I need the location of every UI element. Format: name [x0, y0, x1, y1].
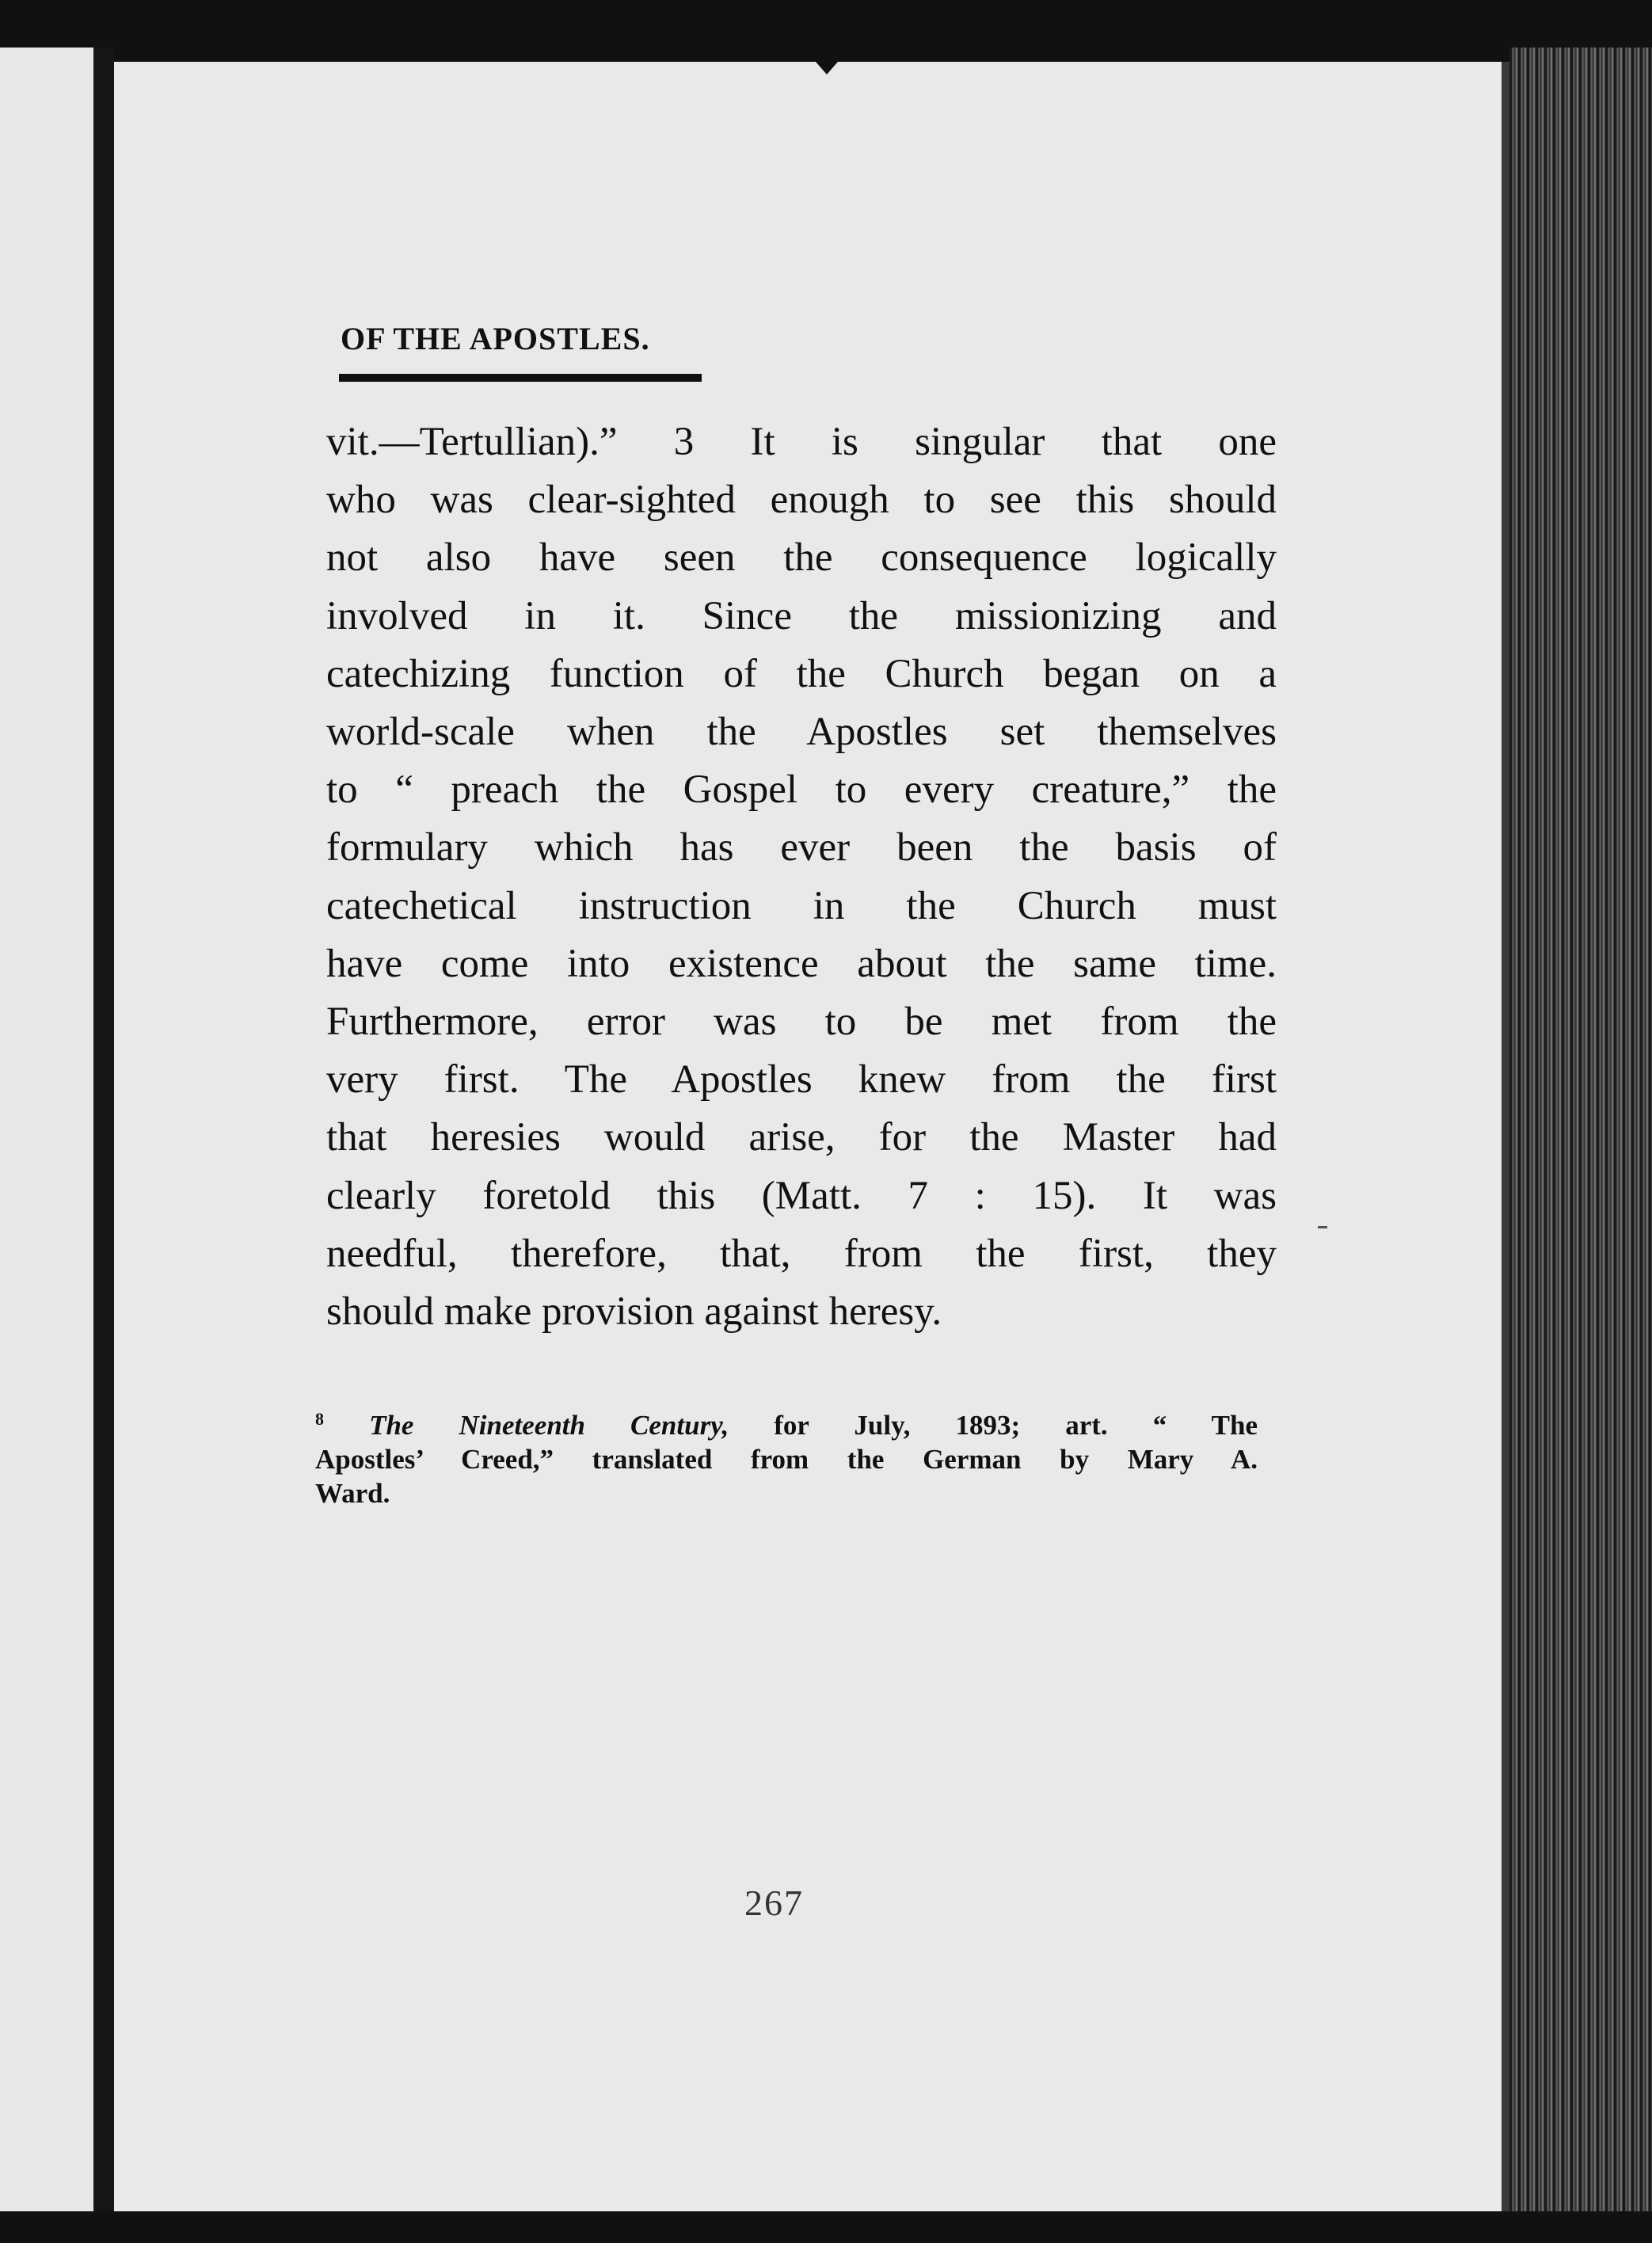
footnote	[315, 1402, 1258, 1510]
footnote-line: Apostles’ Creed,” translated from the German by Mary A.	[315, 1444, 1258, 1475]
text-line: world-scale when the Apostles set themselves	[326, 710, 1277, 755]
body-paragraph	[326, 413, 1277, 1341]
text-line: very first. The Apostles knew from the first	[326, 1057, 1277, 1102]
page-number: 267	[744, 1883, 804, 1923]
text-line: formulary which has ever been the basis of	[326, 825, 1277, 870]
footnote-title: The Nineteenth Century,	[369, 1410, 729, 1441]
text-line: should make provision against heresy.	[326, 1289, 942, 1335]
footnote-line: Ward.	[315, 1478, 390, 1509]
text-line: not also have seen the consequence logically	[326, 535, 1277, 581]
text-line: vit.—Tertullian).” 3 It is singular that one	[326, 420, 1277, 464]
footnote-line	[315, 1402, 1258, 1442]
text-line: that heresies would arise, for the Master had	[326, 1115, 1277, 1160]
book-gutter	[93, 48, 114, 2243]
text-line: involved in it. Since the missionizing and	[326, 593, 1277, 638]
margin-mark	[1318, 1226, 1327, 1228]
text-line: who was clear-sighted enough to see this should	[326, 478, 1277, 523]
page-stack-edges	[1509, 48, 1652, 2243]
footnote-text: for July, 1893; art. “ The	[729, 1410, 1258, 1441]
text-line: clearly foretold this (Matt. 7 : 15). It was	[326, 1173, 1277, 1218]
running-head-rule	[339, 374, 702, 382]
footnote-marker: 8	[315, 1409, 324, 1429]
scan-border-bottom	[0, 2211, 1652, 2243]
scan-notch-mark	[816, 62, 838, 74]
text-line: Furthermore, error was to be met from the	[326, 1000, 1277, 1045]
text-line: needful, therefore, that, from the first, they	[326, 1231, 1277, 1276]
text-line: have come into existence about the same time.	[326, 941, 1277, 986]
facing-page-edge	[0, 48, 93, 2233]
scan-border-top	[0, 0, 1652, 65]
text-line: catechizing function of the Church began on a	[326, 651, 1277, 696]
text-line: to “ preach the Gospel to every creature,” the	[326, 767, 1277, 813]
text-line: catechetical instruction in the Church must	[326, 883, 1277, 928]
running-head: OF THE APOSTLES.	[341, 321, 650, 356]
